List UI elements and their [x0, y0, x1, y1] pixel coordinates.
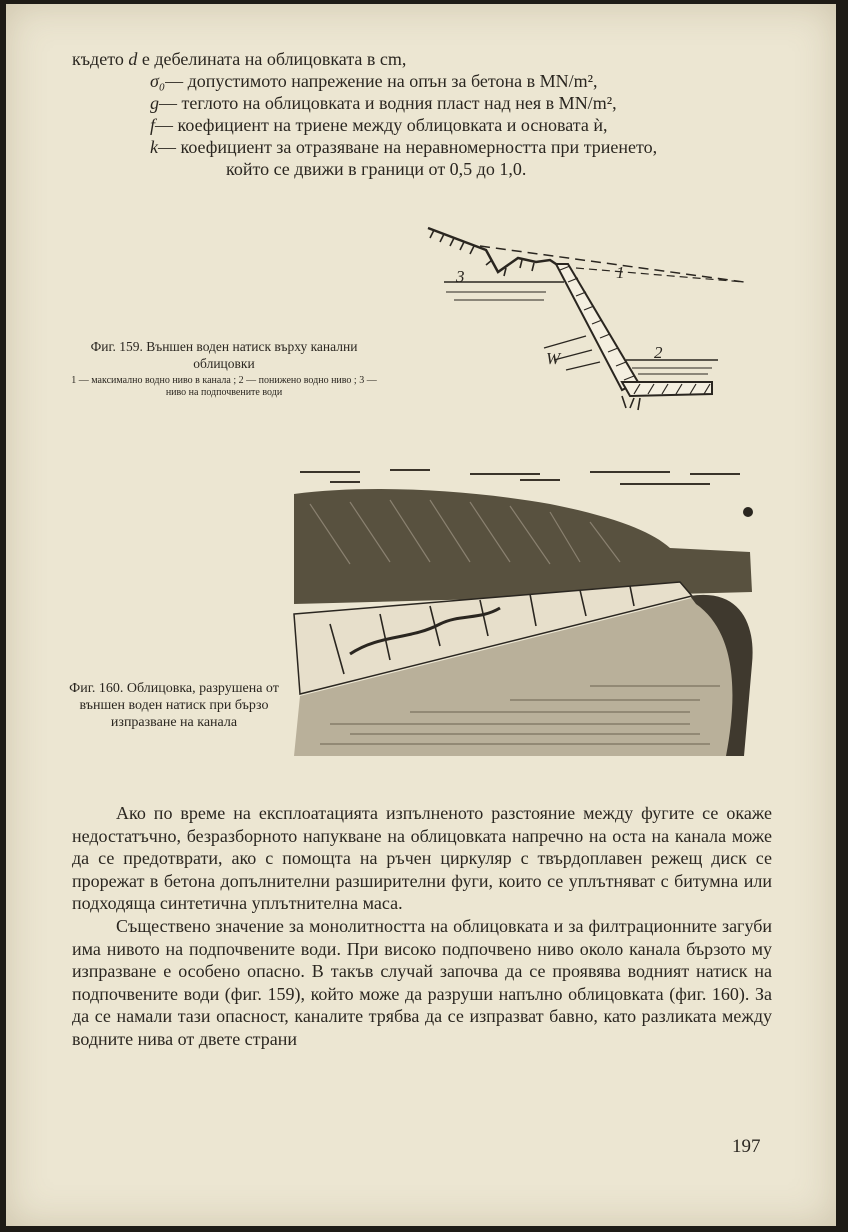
definition-sigma0: σ₀— допустимото напрежение на опън за бетона в MN/m², — [150, 71, 598, 91]
figure-159-title: Фиг. 159. Външен воден натиск върху канални облицовки — [90, 339, 358, 371]
definition-k: k— коефициент за отразяване на неравномерността при триенето, — [150, 137, 658, 157]
definition-g: g— теглото на облицовката и водния пласт над нея в MN/m², — [150, 93, 617, 113]
definition-f: f— коефициент на триене между облицовката и основата ѝ, — [150, 115, 608, 135]
figure-160-caption: Фиг. 160. Облицовка, разрушена от външен воден натиск при бързо изпразване на канала — [69, 681, 279, 730]
ground-surface — [428, 228, 562, 272]
figure-160-illustration — [290, 464, 760, 764]
definition-k-range: който се движи в граници от 0,5 до 1,0. — [226, 159, 527, 179]
book-page — [6, 4, 836, 1226]
lining-bottom — [622, 382, 712, 396]
lining-slope — [556, 264, 638, 390]
label-2: 2 — [654, 343, 663, 362]
label-1: 1 — [616, 263, 625, 282]
label-w: W — [546, 349, 561, 368]
ground-hatching — [430, 230, 534, 276]
figure-159-caption — [64, 338, 384, 399]
definition-d: където d е дебелината на облицовката в cm, — [72, 49, 407, 69]
paragraph-1: Ако по време на експлоатацията изпълненото разстояние между фугите се окаже недостатъчно, безразборното напукване на облицовката напречно на оста на канала може да се предотврати, ако с помощта на ръчен циркуляр с твърдоплавен режещ диск се прорежат в бетона допълнителни разширителни фуги, които се уплътняват с битумна или подходяща синтетична уплътнителна маса. — [72, 803, 772, 914]
max-water-level — [480, 246, 744, 282]
sky-strokes — [300, 470, 740, 484]
canal-water-hatch — [632, 368, 712, 374]
label-3: 3 — [456, 267, 465, 286]
figure-159-legend: 1 — максимално водно ниво в канала ; 2 — понижено водно ниво ; 3 — ниво на подпочвените води — [71, 375, 377, 398]
sun-mark — [743, 507, 753, 517]
page-number: 197 — [732, 1136, 761, 1157]
paragraph-2: Съществено значение за монолитността на облицовката и за филтрационните загуби има нивото на подпочвените води. При високо подпочвено ниво около канала бързото му изпразване е особено опасно. В такъв случай започва да се проявява водният натиск на подпочвените води (фиг. 159), който може да разруши напълно облицовката (фиг. 160). За да се намали тази опасност, каналите трябва да се изпразват бавно, като разликата между водните нива от двете страни — [72, 915, 772, 1049]
groundwater-hatch — [446, 292, 546, 300]
body-text — [72, 802, 772, 1051]
symbol-definitions — [72, 48, 772, 180]
damaged-canal-drawing — [290, 464, 760, 764]
figure-159-diagram — [426, 220, 766, 420]
canal-cross-section — [426, 220, 766, 420]
bottom-ground — [622, 396, 640, 410]
